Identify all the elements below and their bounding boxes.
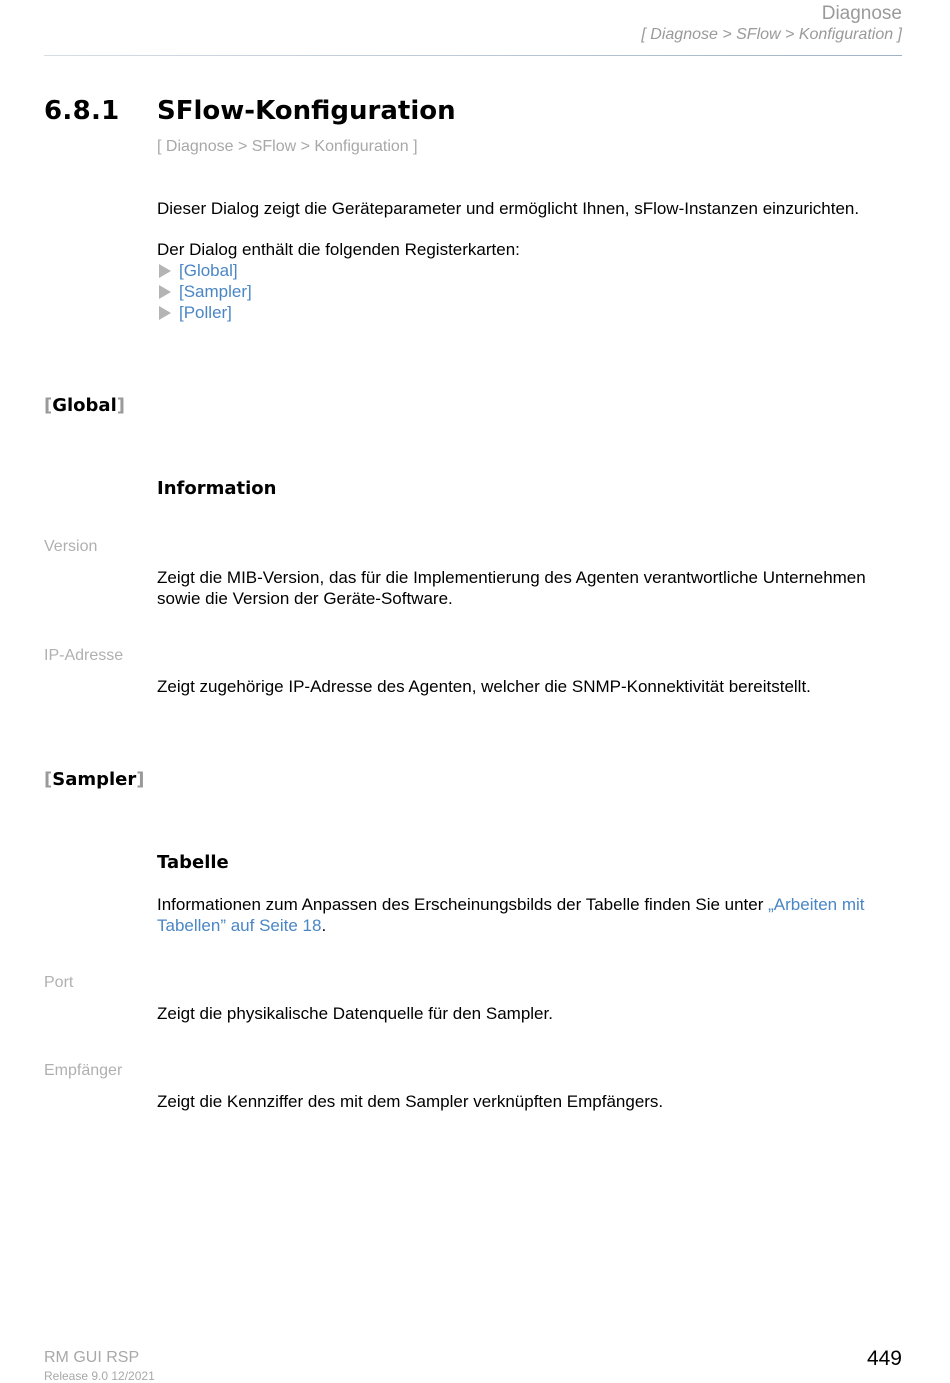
bracket-open: [ [44,395,53,416]
global-tab-heading [44,395,125,416]
running-header-breadcrumb: [ Diagnose > SFlow > Konfiguration ] [641,26,902,43]
running-header-title: Diagnose [821,3,902,24]
tab-link-poller[interactable]: [Poller] [179,303,232,322]
tab-link-sampler[interactable]: [Sampler] [179,282,252,301]
param-desc-version: Zeigt die MIB-Version, das für die Implementierung des Agenten verantwortliche Unternehmen sowie die Version der Geräte-Software. [157,568,866,608]
sampler-tab-heading [44,769,144,790]
footer-release: Release 9.0 12/2021 [44,1369,155,1383]
param-name-ip-address: IP-Adresse [44,647,124,664]
bracket-close: ] [136,769,145,790]
param-desc-ip-address: Zeigt zugehörige IP-Adresse des Agenten, welcher die SNMP-Konnektivität bereitstellt. [157,677,811,696]
global-heading-label: Global [52,395,117,416]
table-note-period: . [321,916,327,935]
header-divider [44,55,902,56]
section-menu-path: [ Diagnose > SFlow > Konfiguration ] [157,138,418,155]
triangle-bullet-icon [159,285,171,299]
tab-list-item-poller [157,302,252,323]
tab-link-global[interactable]: [Global] [179,261,238,280]
tab-list-item-sampler [157,281,252,302]
table-note-text: Informationen zum Anpassen des Erscheinungsbilds der Tabelle finden Sie unter [157,895,769,914]
information-subheading: Information [157,478,277,499]
tabs-intro-text: Der Dialog enthält die folgenden Registerkarten: [157,240,520,259]
bracket-open: [ [44,769,53,790]
table-subheading: Tabelle [157,852,229,873]
triangle-bullet-icon [159,264,171,278]
param-desc-receiver: Zeigt die Kennziffer des mit dem Sampler verknüpften Empfängers. [157,1092,664,1111]
bracket-close: ] [116,395,125,416]
param-name-version: Version [44,538,98,555]
intro-text: Dieser Dialog zeigt die Geräteparameter und ermöglicht Ihnen, sFlow-Instanzen einzurichten. [157,199,860,218]
param-name-receiver: Empfänger [44,1062,123,1079]
triangle-bullet-icon [159,306,171,320]
footer-product: RM GUI RSP [44,1349,140,1366]
param-desc-port: Zeigt die physikalische Datenquelle für den Sampler. [157,1004,553,1023]
param-name-port: Port [44,974,74,991]
section-number: 6.8.1 [44,96,120,126]
page-number: 449 [866,1347,902,1370]
tab-list-item-global [157,260,252,281]
tab-list [157,260,252,323]
sampler-heading-label: Sampler [52,769,137,790]
table-note [157,894,897,936]
table-note-link[interactable]: „Arbeiten mit Tabellen” auf Seite 18 [157,895,865,935]
section-title: SFlow-Konfiguration [157,96,456,126]
